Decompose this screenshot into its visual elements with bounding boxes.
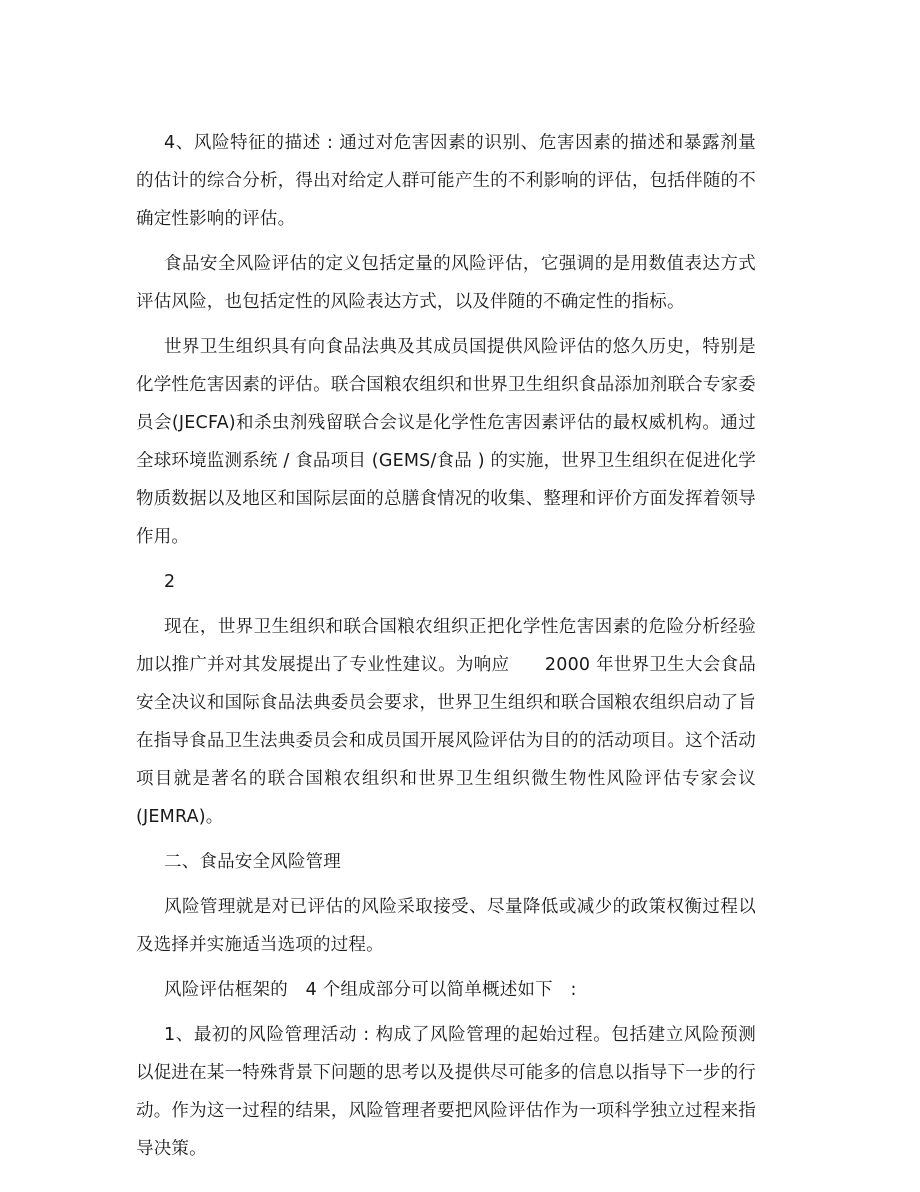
section-heading-risk-management: 二、食品安全风险管理 bbox=[164, 852, 341, 872]
paragraph-who-history: 世界卫生组织具有向食品法典及其成员国提供风险评估的悠久历史，特别是化学性危害因素的评估。联合国粮农组织和世界卫生组织食品添加剂联合专家委员会(JECFA)和杀虫剂残留联合会议是化学性危害因素评估的最权威机构。通过全球环境监测系统 / 食品项目 (GEMS/食品 ) 的实施，世界卫生组织在促进化学物质数据以及地区和国际层面的总膳食情况的收集、整理和评价方面发挥着领导作用。 bbox=[136, 337, 756, 547]
paragraph-initial-activities: 1、最初的风险管理活动 : 构成了风险管理的起始过程。包括建立风险预测以促进在某一特殊背景下问题的思考以及提供尽可能多的信息以指导下一步的行动。作为这一过程的结果，风险管理者要把风险评估作为一项科学独立过程来指导决策。 bbox=[136, 1025, 756, 1159]
paragraph-risk-management-definition: 风险管理就是对已评估的风险采取接受、尽量降低或减少的政策权衡过程以及选择并实施适当选项的过程。 bbox=[136, 897, 756, 955]
page-number: 2 bbox=[164, 572, 176, 592]
paragraph-risk-characterization: 4、风险特征的描述 : 通过对危害因素的识别、危害因素的描述和暴露剂量的估计的综合分析，得出对给定人群可能产生的不利影响的评估，包括伴随的不确定性影响的评估。 bbox=[136, 133, 756, 229]
document-body bbox=[136, 124, 792, 1175]
paragraph-framework-intro: 风险评估框架的 4 个组成部分可以简单概述如下 : bbox=[164, 980, 577, 1000]
paragraph-jemra: 现在，世界卫生组织和联合国粮农组织正把化学性危害因素的危险分析经验加以推广并对其发展提出了专业性建议。为响应 2000 年世界卫生大会食品安全决议和国际食品法典委员会要求，世界卫生组织和联合国粮农组织启动了旨在指导食品卫生法典委员会和成员国开展风险评估为目的的活动项目。这个活动项目就是著名的联合国粮农组织和世界卫生组织微生物性风险评估专家会议 (JEMRA)。 bbox=[136, 617, 792, 827]
paragraph-risk-assessment-definition: 食品安全风险评估的定义包括定量的风险评估，它强调的是用数值表达方式评估风险，也包括定性的风险表达方式，以及伴随的不确定性的指标。 bbox=[136, 254, 756, 312]
